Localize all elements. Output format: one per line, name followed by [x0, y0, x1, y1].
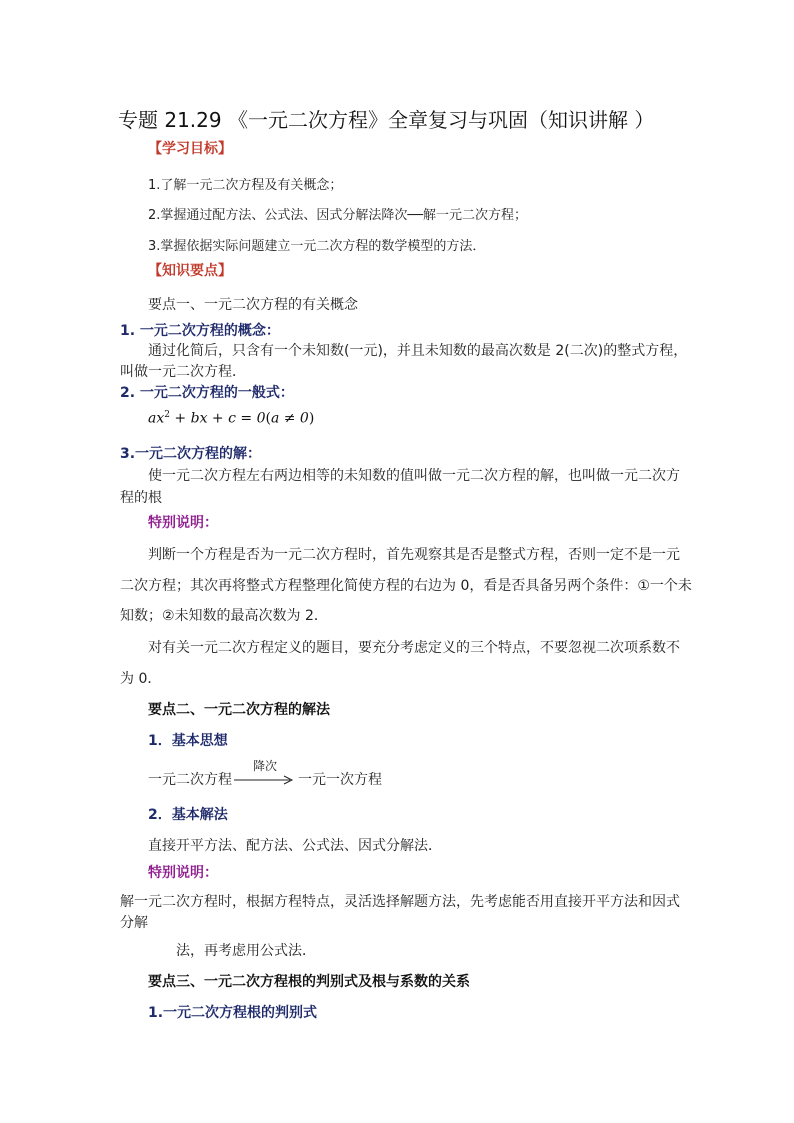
note1-line-2: 二次方程；其次再将整式方程整理化简使方程的右边为 0，看是否具备另两个条件：①一个未: [120, 578, 692, 594]
point2-heading: 要点二、一元二次方程的解法: [148, 702, 330, 718]
reduction-flow: [148, 759, 382, 789]
formula-rest: + bx + c = 0: [169, 410, 266, 427]
flow-left-label: 一元二次方程: [148, 772, 232, 788]
basic-idea-title: 1．基本思想: [148, 733, 228, 749]
root-title: 3.一元二次方程的解：: [120, 446, 262, 462]
note1-line-3: 知数；②未知数的最高次数为 2．: [120, 608, 328, 624]
concept-title: 1. 一元二次方程的概念：: [120, 323, 280, 339]
page-title: 专题 21.29 《一元二次方程》全章复习与巩固（知识讲解 ）: [118, 108, 655, 132]
general-form-formula: [148, 410, 314, 427]
point3-heading: 要点三、一元二次方程根的判别式及根与系数的关系: [148, 974, 470, 990]
learning-goals-heading: 【学习目标】: [148, 141, 232, 157]
point1-heading: 要点一、一元二次方程的有关概念: [148, 297, 358, 313]
flow-arrow-label: 降次: [252, 759, 277, 773]
note3-line-1: 解一元二次方程时，根据方程特点，灵活选择解题方法，先考虑能否用直接开平方法和因式: [120, 894, 680, 910]
discriminant-title: 1.一元二次方程根的判别式: [148, 1005, 318, 1021]
formula-condition: a ≠ 0: [270, 410, 309, 427]
note-label-2: 特别说明：: [148, 865, 218, 881]
concept-line-1: 通过化简后，只含有一个未知数(一元)，并且未知数的最高次数是 2(二次)的整式方程，: [148, 343, 688, 359]
note1-line-1: 判断一个方程是否为一元二次方程时，首先观察其是否是整式方程，否则一定不是一元: [148, 547, 680, 563]
goal-item-3: 3.掌握依据实际问题建立一元二次方程的数学模型的方法．: [148, 239, 486, 254]
root-line-2: 程的根: [120, 490, 162, 506]
flow-arrow: [234, 759, 296, 789]
note3-line-3: 法，再考虑用公式法．: [176, 943, 316, 959]
root-line-1: 使一元二次方程左右两边相等的未知数的值叫做一元二次方程的解，也叫做一元二次方: [148, 468, 680, 484]
goal-item-2: 2.掌握通过配方法、公式法、因式分解法降次──解一元二次方程；: [148, 208, 528, 223]
methods-list: 直接开平方法、配方法、公式法、因式分解法．: [148, 838, 442, 854]
note2-line-1: 对有关一元二次方程定义的题目，要充分考虑定义的三个特点，不要忽视二次项系数不: [148, 640, 680, 656]
note-label-1: 特别说明：: [148, 515, 218, 531]
knowledge-heading: 【知识要点】: [148, 263, 232, 279]
basic-method-title: 2．基本解法: [148, 807, 228, 823]
general-form-title: 2. 一元二次方程的一般式：: [120, 385, 294, 401]
formula-term: ax: [148, 410, 165, 427]
formula-exponent: 2: [164, 410, 170, 420]
concept-line-2: 叫做一元二次方程．: [120, 364, 246, 380]
note2-line-2: 为 0．: [120, 671, 162, 687]
flow-right-label: 一元一次方程: [298, 772, 382, 788]
note3-line-2: 分解: [120, 915, 148, 931]
formula-paren-close: ): [308, 410, 315, 427]
goal-item-1: 1.了解一元二次方程及有关概念；: [148, 178, 343, 193]
formula-paren-open: (: [265, 410, 271, 427]
